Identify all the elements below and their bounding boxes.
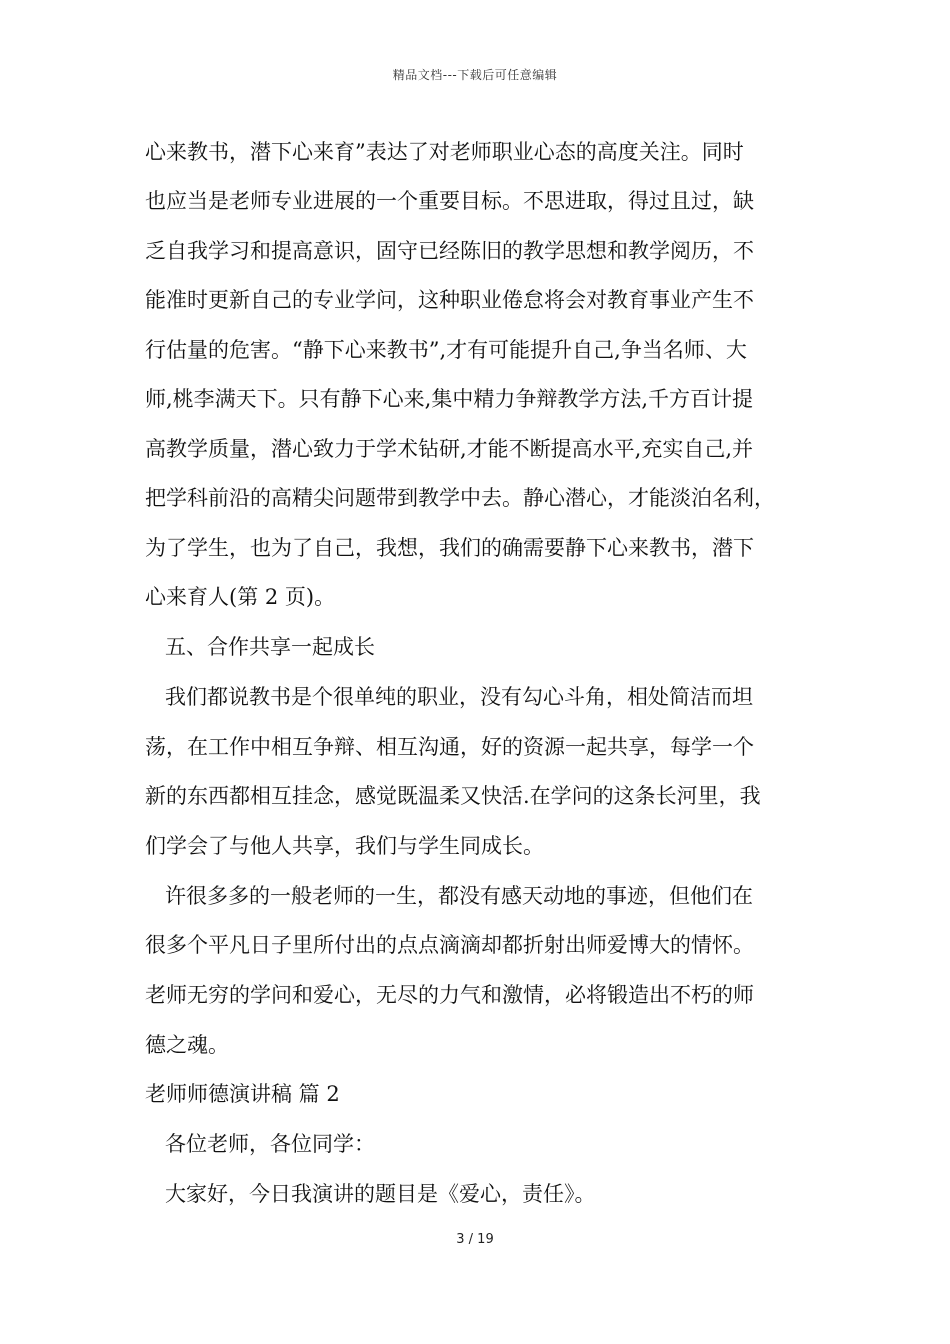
- body-line: 心来育人(第 2 页)。: [145, 585, 336, 609]
- body-line: 能准时更新自己的专业学问，这种职业倦怠将会对教育事业产生不: [145, 288, 754, 312]
- body-line: 新的东西都相互挂念，感觉既温柔又快活.在学问的这条长河里，我: [145, 784, 761, 808]
- body-line: 很多个平凡日子里所付出的点点滴滴却都折射出师爱博大的情怀。: [145, 933, 754, 957]
- body-line: 荡，在工作中相互争辩、相互沟通，好的资源一起共享，每学一个: [145, 735, 754, 759]
- body-line: 师,桃李满天下。只有静下心来,集中精力争辩教学方法,千方百计提: [145, 387, 754, 411]
- body-line: 行估量的危害。“静下心来教书”,才有可能提升自己,争当名师、大: [145, 338, 747, 362]
- salutation: 各位老师，各位同学：: [165, 1132, 375, 1156]
- section-heading: 五、合作共享一起成长: [165, 635, 375, 659]
- page-number: 3 / 19: [456, 1232, 494, 1247]
- body-line: 德之魂。: [145, 1033, 229, 1057]
- article-heading: 老师师德演讲稿 篇 2: [145, 1082, 340, 1106]
- body-line: 们学会了与他人共享，我们与学生同成长。: [145, 834, 544, 858]
- body-line: 把学科前沿的高精尖问题带到教学中去。静心潜心，才能淡泊名利，: [145, 486, 775, 510]
- body-line: 大家好，今日我演讲的题目是《爱心，责任》。: [165, 1182, 596, 1206]
- page-header: 精品文档---下载后可任意编辑: [392, 68, 558, 82]
- body-line: 高教学质量，潜心致力于学术钻研,才能不断提高水平,充实自己,并: [145, 437, 754, 461]
- body-line: 乏自我学习和提高意识，固守已经陈旧的教学思想和教学阅历，不: [145, 239, 754, 263]
- body-line: 也应当是老师专业进展的一个重要目标。不思进取，得过且过，缺: [145, 189, 754, 213]
- body-line: 心来教书，潜下心来育”表达了对老师职业心态的高度关注。同时: [145, 140, 744, 164]
- body-line: 许很多多的一般老师的一生，都没有感天动地的事迹，但他们在: [165, 884, 753, 908]
- body-line: 我们都说教书是个很单纯的职业，没有勾心斗角，相处简洁而坦: [165, 685, 753, 709]
- body-line: 老师无穷的学问和爱心，无尽的力气和激情，必将锻造出不朽的师: [145, 983, 754, 1007]
- body-line: 为了学生，也为了自己，我想，我们的确需要静下心来教书，潜下: [145, 536, 754, 560]
